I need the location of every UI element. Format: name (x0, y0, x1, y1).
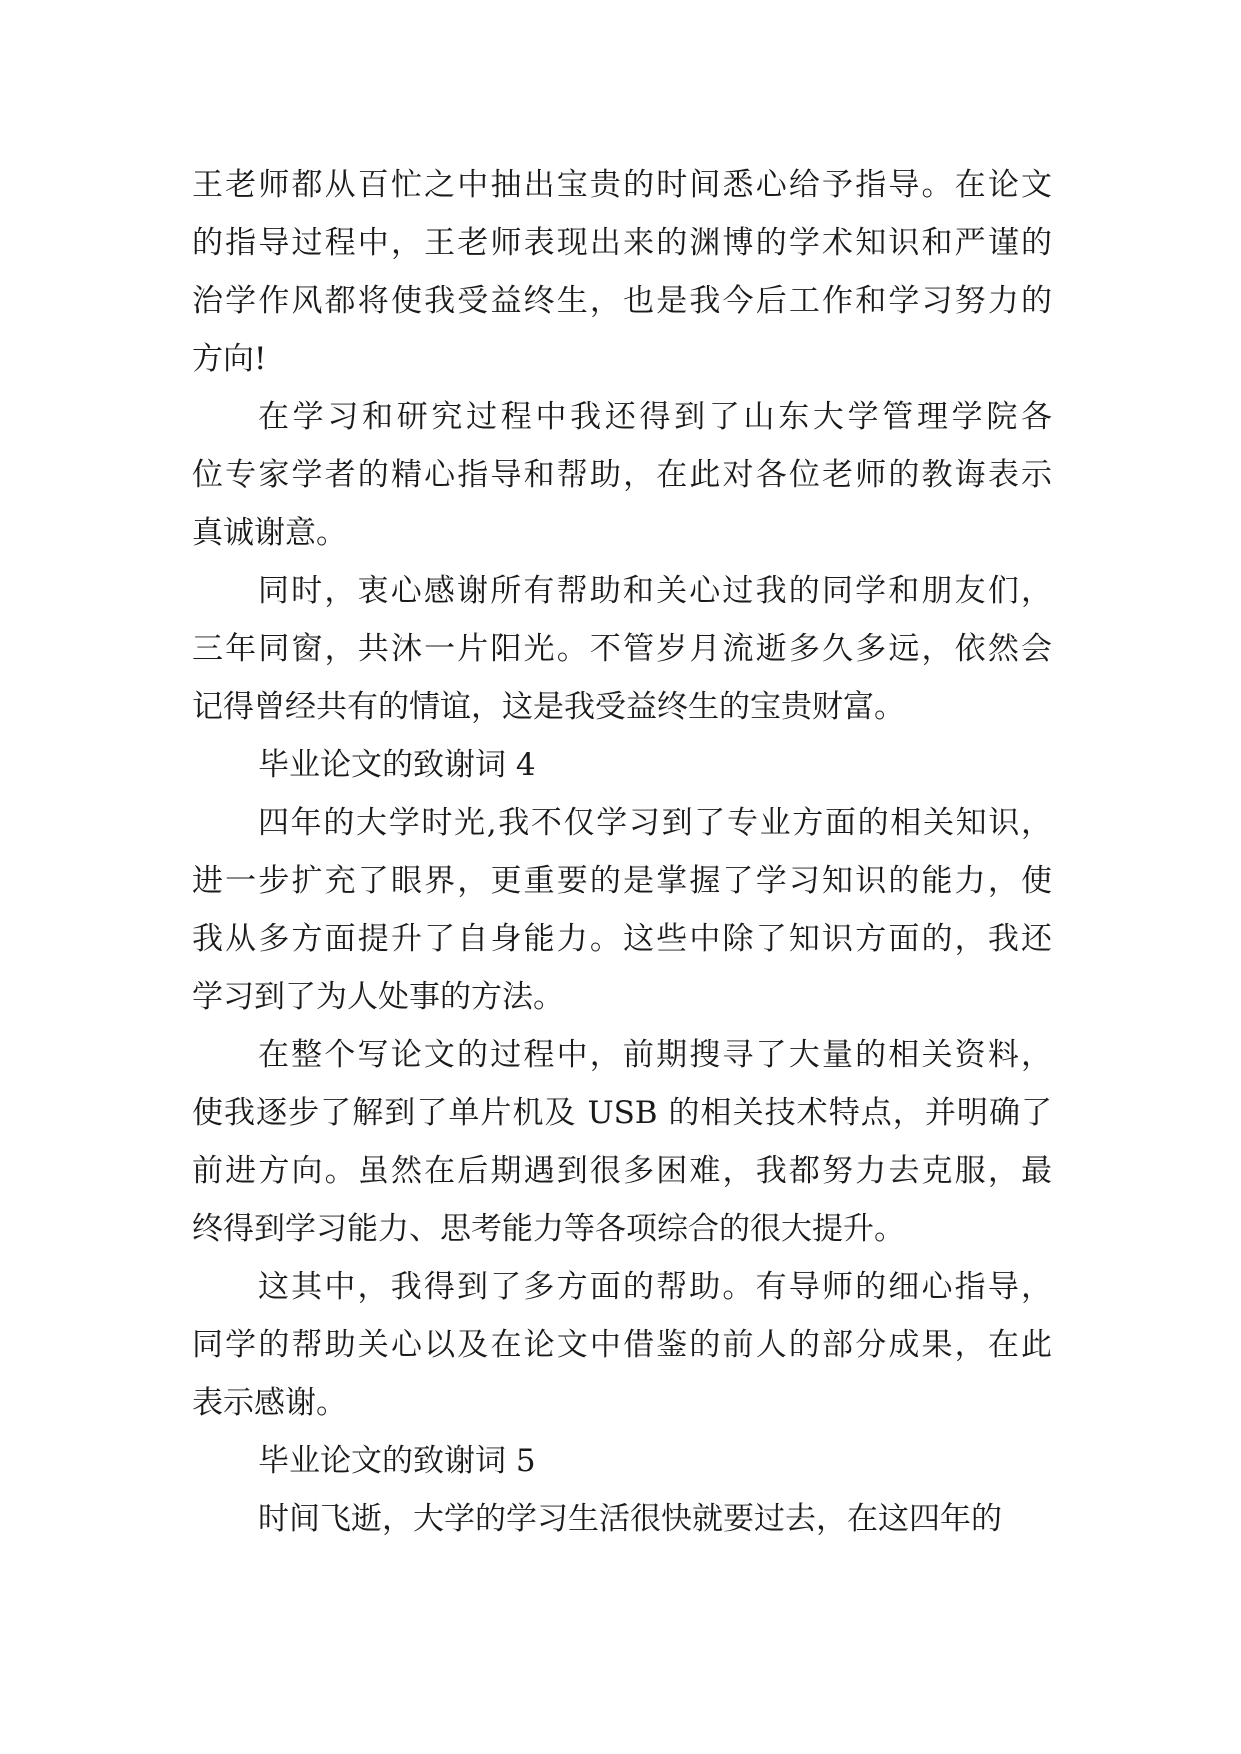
text-line: 终得到学习能力、思考能力等各项综合的很大提升。 (192, 1211, 905, 1247)
text-line: 学习到了为人处事的方法。 (192, 979, 564, 1015)
paragraph-first-line: 时间飞逝，大学的学习生活很快就要过去，在这四年的 (258, 1501, 1002, 1537)
section-heading: 毕业论文的致谢词 4 (258, 747, 536, 783)
text-line: 前进方向。虽然在后期遇到很多困难，我都努力去克服，最 (192, 1153, 1052, 1189)
paragraph-first-line: 在整个写论文的过程中，前期搜寻了大量的相关资料， (258, 1037, 1052, 1073)
text-line: 我从多方面提升了自身能力。这些中除了知识方面的，我还 (192, 921, 1052, 957)
text-line: 表示感谢。 (192, 1385, 347, 1421)
paragraph-first-line: 在学习和研究过程中我还得到了山东大学管理学院各 (258, 399, 1052, 435)
text-line: 进一步扩充了眼界，更重要的是掌握了学习知识的能力，使 (192, 863, 1052, 899)
section-heading: 毕业论文的致谢词 5 (258, 1443, 536, 1479)
paragraph-first-line: 四年的大学时光,我不仅学习到了专业方面的相关知识， (258, 805, 1052, 841)
text-line: 记得曾经共有的情谊，这是我受益终生的宝贵财富。 (192, 689, 905, 725)
paragraph-first-line: 同时，衷心感谢所有帮助和关心过我的同学和朋友们， (258, 573, 1052, 609)
text-line: 的指导过程中，王老师表现出来的渊博的学术知识和严谨的 (192, 225, 1052, 261)
text-line: 位专家学者的精心指导和帮助，在此对各位老师的教诲表示 (192, 457, 1052, 493)
paragraph-first-line: 这其中，我得到了多方面的帮助。有导师的细心指导， (258, 1269, 1052, 1305)
text-line: 方向! (192, 341, 267, 377)
text-line: 同学的帮助关心以及在论文中借鉴的前人的部分成果，在此 (192, 1327, 1052, 1363)
document-body (192, 156, 1052, 1548)
text-line: 治学作风都将使我受益终生，也是我今后工作和学习努力的 (192, 283, 1052, 319)
text-line: 王老师都从百忙之中抽出宝贵的时间悉心给予指导。在论文 (192, 167, 1052, 203)
text-line: 使我逐步了解到了单片机及 USB 的相关技术特点，并明确了 (192, 1095, 1052, 1131)
text-line: 真诚谢意。 (192, 515, 347, 551)
text-line: 三年同窗，共沐一片阳光。不管岁月流逝多久多远，依然会 (192, 631, 1052, 667)
